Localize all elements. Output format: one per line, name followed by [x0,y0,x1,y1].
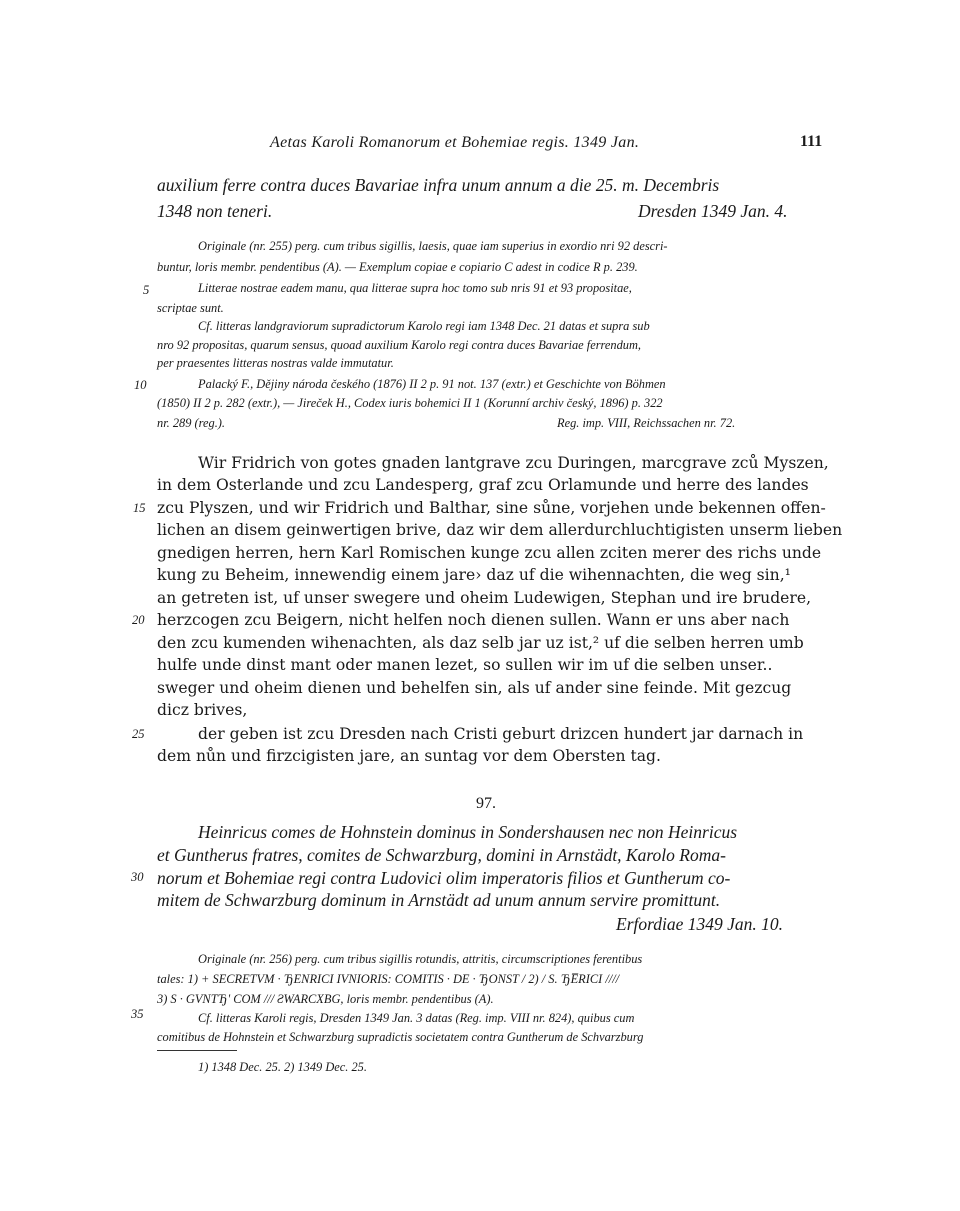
note-line: Originale (nr. 256) perg. cum tribus sigillis rotundis, attritis, circumscriptiones ferentibus [198,952,643,966]
line-number: 5 [143,283,150,297]
regest-line: et Guntherus fratres, comites de Schwarzburg, domini in Arnstädt, Karolo Roma- [157,845,726,865]
note-line: comitibus de Hohnstein et Schwarzburg supradictis societatem contra Guntherum de Schvarzburg [157,1030,644,1044]
note-line: nr. 289 (reg.). [157,416,226,430]
line-number: 30 [131,870,144,884]
line-number: 35 [131,1007,144,1021]
text-line: dem nůn und firzcigisten jare, an suntag vor dem Obersten tag. [157,747,661,765]
note-line: per praesentes litteras nostras valde immutatur. [157,356,394,370]
text-line: sweger und oheim dienen und behelfen sin, als uf ander sine feinde. Mit gezcug [157,679,792,697]
text-line: zcu Plyszen, und wir Fridrich und Balthar, sine sůne, vorjehen unde bekennen offen- [157,499,826,517]
text-line: gnedigen herren, hern Karl Romischen kunge zcu allen zciten merer des richs unde [157,544,822,562]
line-number: 25 [132,727,145,741]
regest-line: mitem de Schwarzburg dominum in Arnstädt ad unum annum servire promittunt. [157,890,721,910]
line-number: 10 [134,378,147,392]
text-line: herzcogen zcu Beigern, nicht helfen noch dienen sullen. Wann er uns aber nach [157,611,790,629]
text-line: an getreten ist, uf unser swegere und oheim Ludewigen, Stephan und ire brudere, [157,589,812,607]
note-line: Palacký F., Dějiny národa českého (1876) II 2 p. 91 not. 137 (extr.) et Geschichte von Böhmen [198,377,666,391]
note-line: (1850) II 2 p. 282 (extr.), — Jireček H., Codex iuris bohemici II 1 (Korunní archiv český, 1896) p. 322 [157,396,663,410]
note-line: nro 92 propositas, quarum sensus, quoad auxilium Karolo regi contra duces Bavariae ferrendum, [157,338,642,352]
regest-line: norum et Bohemiae regi contra Ludovici olim imperatoris filios et Guntherum co- [157,868,731,888]
date-place: Dresden 1349 Jan. 4. [638,201,788,221]
note-line: Cf. litteras landgraviorum supradictorum Karolo regi iam 1348 Dec. 21 datas et supra sub [198,319,650,333]
note-line: Cf. litteras Karoli regis, Dresden 1349 Jan. 3 datas (Reg. imp. VIII nr. 824), quibus cum [198,1011,635,1025]
note-line: scriptae sunt. [157,301,224,315]
date-place: Erfordiae 1349 Jan. 10. [616,914,784,934]
note-line: Litterae nostrae eadem manu, qua litterae supra hoc tomo sub nris 91 et 93 propositae, [198,281,632,295]
text-line: in dem Osterlande und zcu Landesperg, graf zcu Orlamunde und herre des landes [157,476,809,494]
note-line: Originale (nr. 255) perg. cum tribus sigillis, laesis, quae iam superius in exordio nri 92 descri- [198,239,668,253]
note-line: buntur, loris membr. pendentibus (A). — Exemplum copiae e copiario C adest in codice R p. 239. [157,260,638,274]
note-line: 3) S · GVNTЂ' COM /// ƧWARCXBG, loris membr. pendentibus (A). [157,992,494,1006]
footnotes: 1) 1348 Dec. 25. 2) 1349 Dec. 25. [198,1060,367,1074]
note-line: tales: 1) + SECRETVM · ЂENRICI IVNIORIS: COMITIS · DE · ЂONST / 2) / S. ЂE̅RICI //// [157,972,620,986]
footnote-divider [157,1050,237,1051]
text-line: lichen an disem geinwertigen brive, daz wir dem allerdurchluchtigisten unserm lieben [157,521,843,539]
text-line: den zcu kumenden wihenachten, als daz selb jar uz ist,² uf die selben herren umb [157,634,804,652]
regest-line: 1348 non teneri. [157,201,273,221]
reg-reference: Reg. imp. VIII, Reichssachen nr. 72. [557,416,736,430]
regest-line: auxilium ferre contra duces Bavariae infra unum annum a die 25. m. Decembris [157,175,720,195]
text-line: kung zu Beheim, innewendig einem jare› daz uf die wihennachten, die weg sin,¹ [157,566,791,584]
line-number: 20 [132,613,145,627]
regest-line: Heinricus comes de Hohnstein dominus in Sondershausen nec non Heinricus [198,822,738,842]
line-number: 15 [133,501,146,515]
running-title: Aetas Karoli Romanorum et Bohemiae regis. 1349 Jan. [270,134,640,151]
text-line: hulfe unde dinst mant oder manen lezet, so sullen wir im uf die selben unser.. [157,656,773,674]
page-number: 111 [800,133,823,150]
document-number: 97. [476,795,496,812]
text-line: der geben ist zcu Dresden nach Cristi geburt drizcen hundert jar darnach in [198,725,804,743]
text-line: Wir Fridrich von gotes gnaden lantgrave zcu Duringen, marcgrave zců Myszen, [198,454,829,472]
text-line: dicz brives, [157,701,248,719]
